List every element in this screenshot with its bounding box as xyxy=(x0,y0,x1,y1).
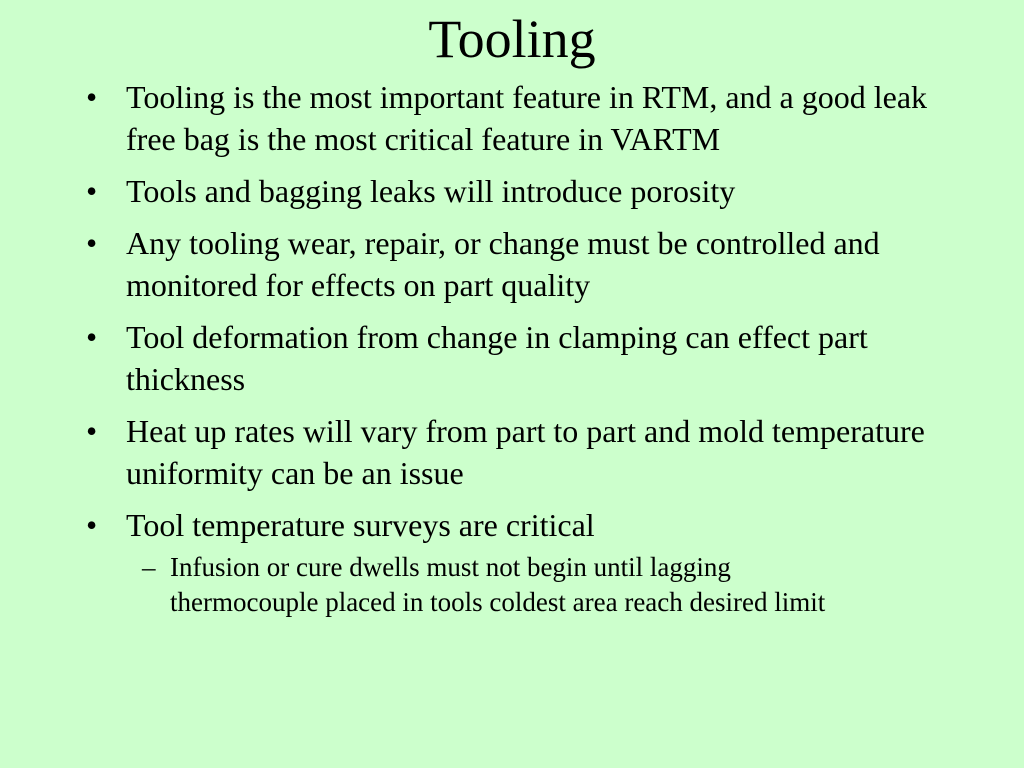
bullet-list xyxy=(0,76,1024,630)
slide-title: Tooling xyxy=(428,9,596,69)
bullet-marker: • xyxy=(86,319,98,355)
bullet-item xyxy=(0,316,1024,400)
sub-bullet-item xyxy=(0,550,944,620)
bullet-marker: • xyxy=(86,173,98,209)
bullet-text: Heat up rates will vary from part to part and mold temperature uniformity can be an issue xyxy=(126,413,925,491)
sub-bullet-text: Infusion or cure dwells must not begin until lagging thermocouple placed in tools coldest area reach desired limit xyxy=(170,552,826,617)
bullet-item xyxy=(0,76,1024,160)
sub-bullet-list xyxy=(126,550,944,620)
bullet-text: Tool temperature surveys are critical xyxy=(126,507,595,543)
bullet-marker: • xyxy=(86,413,98,449)
bullet-text: Any tooling wear, repair, or change must be controlled and monitored for effects on part quality xyxy=(126,225,880,303)
bullet-item xyxy=(0,504,1024,620)
sub-bullet-marker: – xyxy=(142,552,156,582)
bullet-marker: • xyxy=(86,79,98,115)
bullet-text: Tool deformation from change in clamping can effect part thickness xyxy=(126,319,868,397)
bullet-marker: • xyxy=(86,507,98,543)
bullet-text: Tooling is the most important feature in RTM, and a good leak free bag is the most critical feature in VARTM xyxy=(126,79,928,157)
bullet-item xyxy=(0,222,1024,306)
bullet-marker: • xyxy=(86,225,98,261)
bullet-item xyxy=(0,410,1024,494)
bullet-text: Tools and bagging leaks will introduce porosity xyxy=(126,173,736,209)
bullet-item xyxy=(0,170,1024,212)
